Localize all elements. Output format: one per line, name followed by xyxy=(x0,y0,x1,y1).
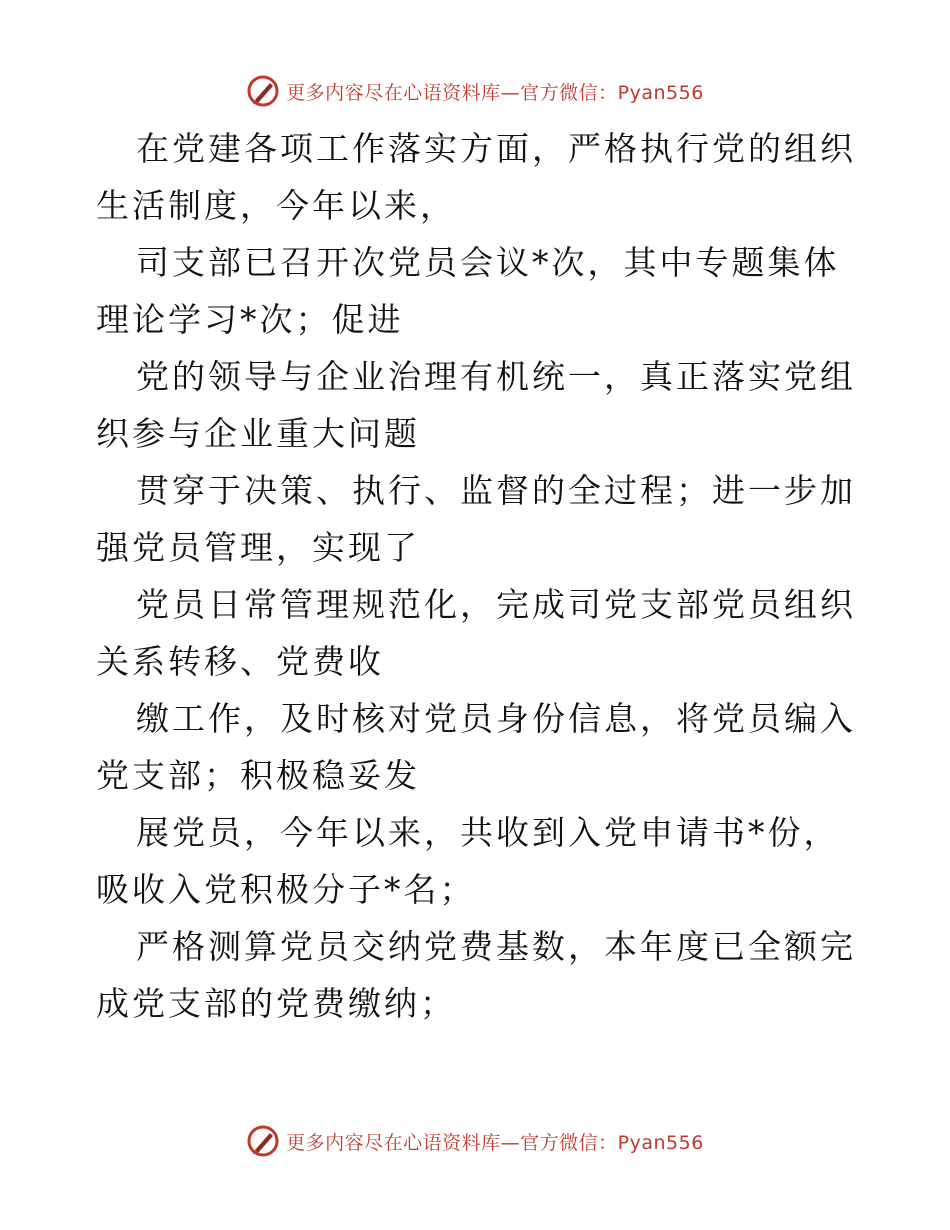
paragraph: 党员日常管理规范化，完成司党支部党员组织关系转移、党费收 xyxy=(96,585,856,681)
document-body xyxy=(96,120,856,1032)
pen-logo-icon xyxy=(246,74,280,108)
footer-banner xyxy=(0,1121,950,1161)
footer-banner-text: 更多内容尽在心语资料库—官方微信：Pyan556 xyxy=(286,1131,704,1154)
paragraph: 严格测算党员交纳党费基数，本年度已全额完成党支部的党费缴纳； xyxy=(96,927,856,1023)
pen-logo-icon xyxy=(246,1124,280,1158)
header-banner-text: 更多内容尽在心语资料库—官方微信：Pyan556 xyxy=(286,81,704,104)
paragraph: 司支部已召开次党员会议*次，其中专题集体理论学习*次；促进 xyxy=(96,243,840,339)
paragraph: 在党建各项工作落实方面，严格执行党的组织生活制度，今年以来， xyxy=(96,129,856,225)
paragraph: 贯穿于决策、执行、监督的全过程；进一步加强党员管理，实现了 xyxy=(96,471,856,567)
paragraph: 缴工作，及时核对党员身份信息，将党员编入党支部；积极稳妥发 xyxy=(96,699,856,795)
paragraph: 党的领导与企业治理有机统一，真正落实党组织参与企业重大问题 xyxy=(96,357,856,453)
paragraph: 展党员，今年以来，共收到入党申请书*份，吸收入党积极分子*名； xyxy=(96,813,840,909)
header-banner xyxy=(0,71,950,111)
